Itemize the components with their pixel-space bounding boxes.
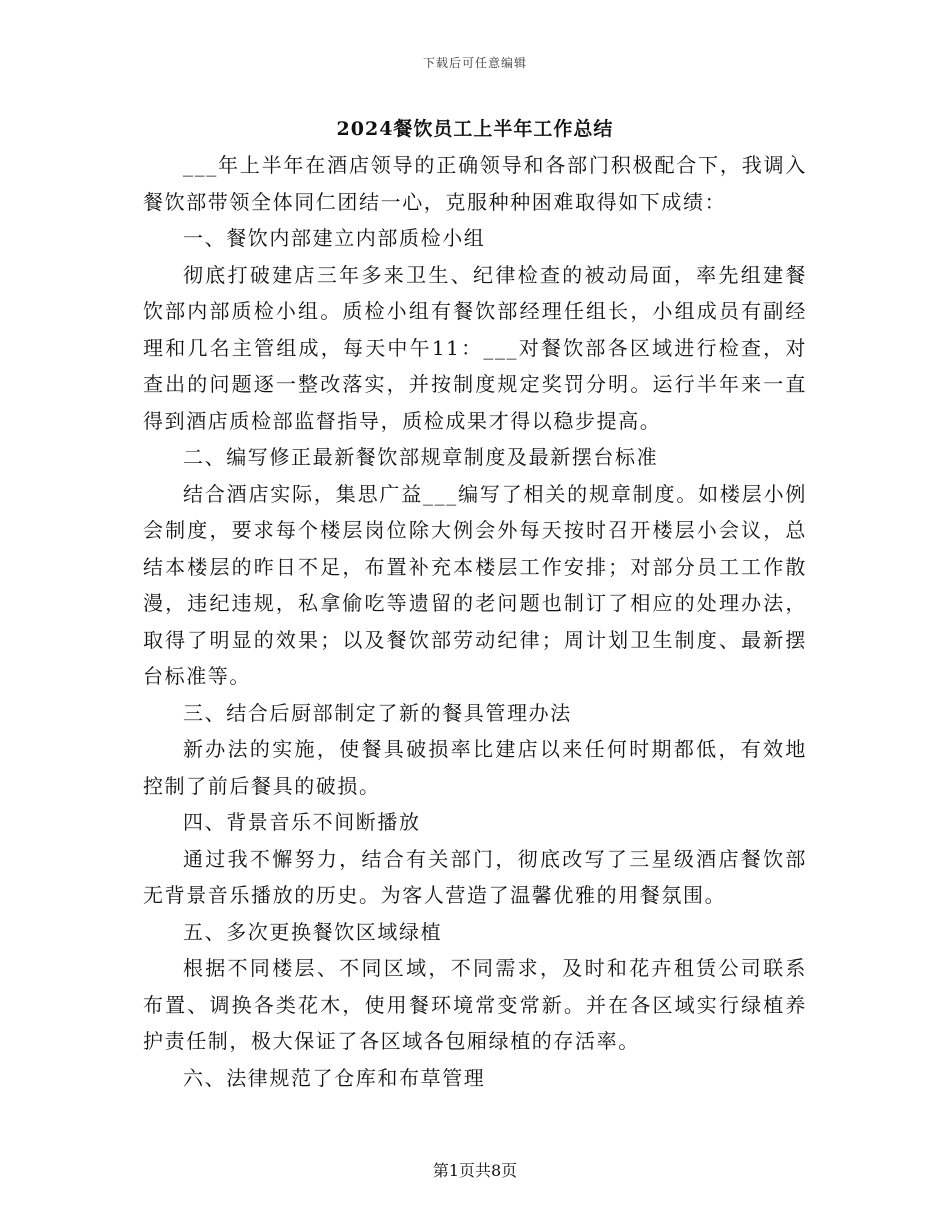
section-paragraph-2: 结合酒店实际，集思广益___编写了相关的规章制度。如楼层小例会制度，要求每个楼层岗位除大例会外每天按时召开楼层小会议，总结本楼层的昨日不足，布置补充本楼层工作安排；对部分员工工作散漫，违纪违规，私拿偷吃等遗留的老问题也制订了相应的处理办法，取得了明显的效果；以及餐饮部劳动纪律；周计划卫生制度、最新摆台标准等。 [143,481,807,688]
section-heading-5: 五、多次更换餐饮区域绿植 [183,919,443,944]
intro-paragraph: ___年上半年在酒店领导的正确领导和各部门积极配合下，我调入餐饮部带领全体同仁团结一心，克服种种困难取得如下成绩： [143,153,807,214]
section-heading-1: 一、餐饮内部建立内部质检小组 [183,226,486,250]
header-note: 下载后可任意编辑 [422,56,527,70]
section-heading-4: 四、背景音乐不间断播放 [183,810,421,834]
page-number: 第1页共8页 [432,1161,518,1180]
section-heading-3: 三、结合后厨部制定了新的餐具管理办法 [183,700,572,725]
section-paragraph-5: 根据不同楼层、不同区域，不同需求，及时和花卉租赁公司联系布置、调换各类花木，使用餐环境常变常新。并在各区域实行绿植养护责任制，极大保证了各区域各包厢绿植的存活率。 [143,956,807,1053]
section-paragraph-3: 新办法的实施，使餐具破损率比建店以来任何时期都低，有效地控制了前后餐具的破损。 [143,737,807,798]
section-heading-6: 六、法律规范了仓库和布草管理 [183,1065,486,1090]
section-heading-2: 二、编写修正最新餐饮部规章制度及最新摆台标准 [183,445,659,469]
document-body [143,147,807,1096]
document-title: 2024餐饮员工上半年工作总结 [336,118,614,140]
section-paragraph-4: 通过我不懈努力，结合有关部门，彻底改写了三星级酒店餐饮部无背景音乐播放的历史。为客人营造了温馨优雅的用餐氛围。 [143,846,807,907]
section-paragraph-1: 彻底打破建店三年多来卫生、纪律检查的被动局面，率先组建餐饮部内部质检小组。质检小组有餐饮部经理任组长，小组成员有副经理和几名主管组成，每天中午11：___对餐饮部各区域进行检查，对查出的问题逐一整改落实，并按制度规定奖罚分明。运行半年来一直得到酒店质检部监督指导，质检成果才得以稳步提高。 [143,262,807,433]
